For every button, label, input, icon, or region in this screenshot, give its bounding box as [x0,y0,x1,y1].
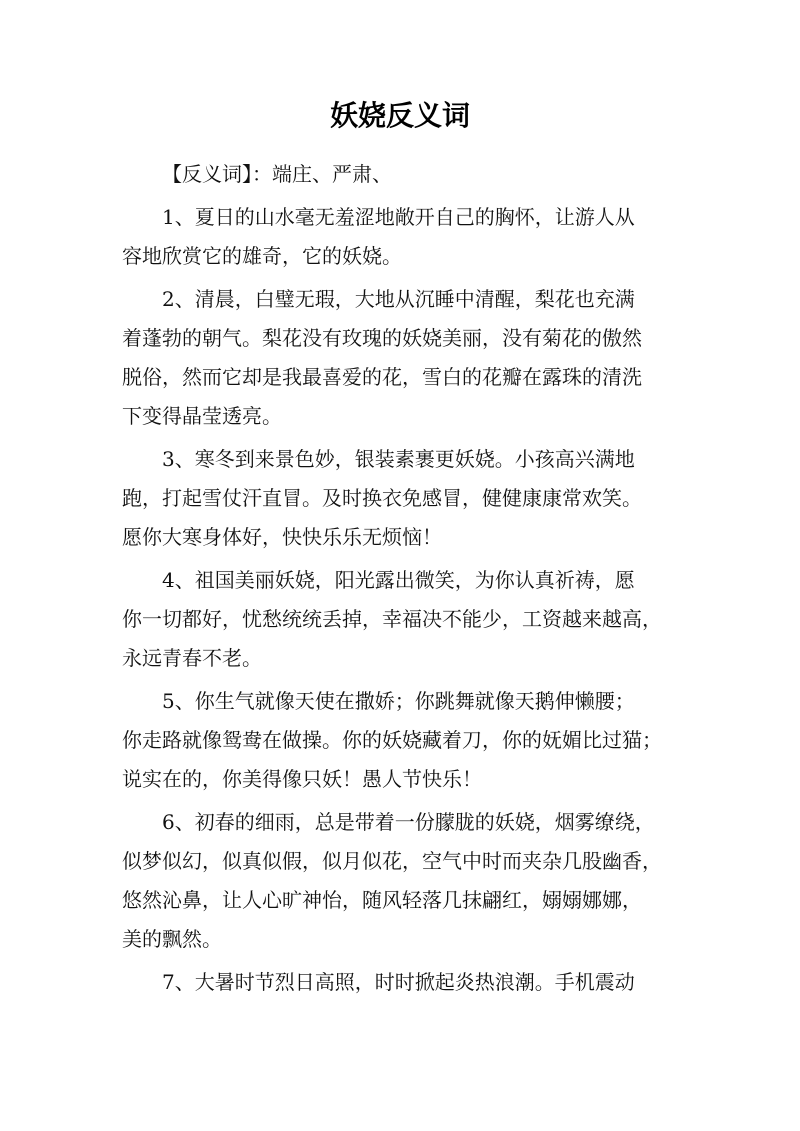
paragraph-line: 悠然沁鼻，让人心旷神怡，随风轻落几抹翩红，嫋嫋娜娜， [122,888,642,912]
document-body [122,155,682,1006]
paragraph-line: 美的飘然。 [122,927,222,951]
paragraph-line: 容地欣赏它的雄奇，它的妖娆。 [122,244,402,268]
paragraph-line: 着蓬勃的朝气。梨花没有玫瑰的妖娆美丽，没有菊花的傲然 [122,326,642,350]
paragraph-line: 你走路就像鸳鸯在做操。你的妖娆藏着刀，你的妩媚比过猫； [122,728,662,752]
paragraph-line: 5、你生气就像天使在撒娇；你跳舞就像天鹅伸懒腰； [162,689,635,713]
paragraph-line: 似梦似幻，似真似假，似月似花，空气中时而夹杂几股幽香， [122,849,662,873]
paragraph-line: 永远青春不老。 [122,646,262,670]
paragraph-line: 愿你大寒身体好，快快乐乐无烦恼！ [122,525,442,549]
paragraph-line: 2、清晨，白璧无瑕，大地从沉睡中清醒，梨花也充满 [162,287,635,311]
paragraph-line: 说实在的，你美得像只妖！愚人节快乐！ [122,767,482,791]
antonym-line [122,155,682,194]
paragraph-line: 下变得晶莹透亮。 [122,404,282,428]
antonym-text: 【反义词】：端庄、严肃、 [162,162,392,186]
paragraph-7 [122,963,682,1002]
paragraph-line: 跑，打起雪仗汗直冒。及时换衣免感冒，健健康康常欢笑。 [122,486,642,510]
paragraph-line: 7、大暑时节烈日高照，时时掀起炎热浪潮。手机震动 [162,970,635,994]
paragraph-line: 你一切都好，忧愁统统丢掉，幸福决不能少，工资越来越高， [122,607,662,631]
paragraph-3 [122,440,682,557]
paragraph-2 [122,280,682,436]
page-title: 妖娆反义词 [329,99,470,132]
paragraph-4 [122,561,682,678]
paragraph-line: 3、寒冬到来景色妙，银装素裹更妖娆。小孩高兴满地 [162,447,635,471]
paragraph-5 [122,682,682,799]
paragraph-line: 6、初春的细雨，总是带着一份朦胧的妖娆，烟雾缭绕， [162,810,655,834]
paragraph-line: 脱俗，然而它却是我最喜爱的花，雪白的花瓣在露珠的清洗 [122,365,642,389]
paragraph-6 [122,803,682,959]
paragraph-line: 4、祖国美丽妖娆，阳光露出微笑，为你认真祈祷，愿 [162,568,635,592]
paragraph-line: 1、夏日的山水毫无羞涩地敞开自己的胸怀，让游人从 [162,205,635,229]
paragraph-1 [122,198,682,276]
